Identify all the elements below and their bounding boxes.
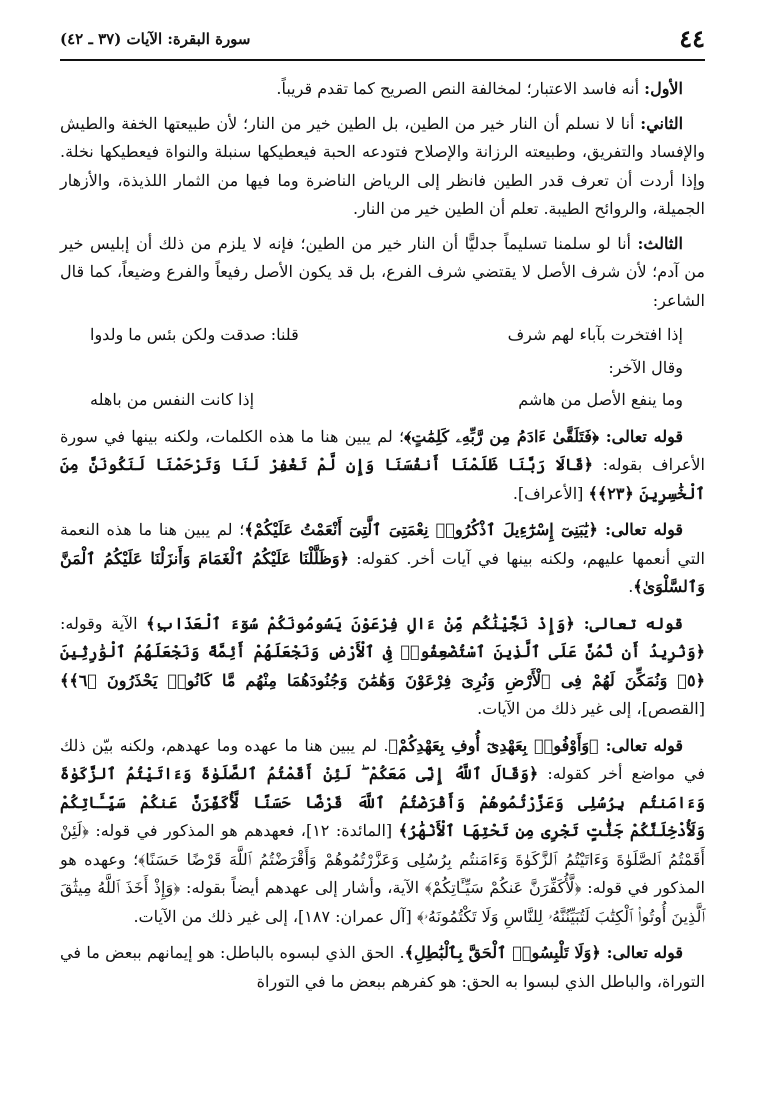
section-text: . الحق الذي لبسوه بالباطل: هو إيمانهم ببعض ما في التوراة، والباطل الذي لبسوا به الحق: هو كفرهم ببعض ما في التوراة [60, 943, 705, 991]
poem-hemistich: إذا افتخرت بآباء لهم شرف [507, 325, 683, 344]
section-lead: قوله تعالى: [605, 426, 683, 446]
quran-verse: ﴿يَٰبَنِىٓ إِسْرَٰٓءِيلَ ٱذْكُرُوا۟ نِعْمَتِىَ ٱلَّتِىٓ أَنْعَمْتُ عَلَيْكُمْ﴾ [244, 520, 606, 539]
section-lead: قوله تعالى: [606, 943, 683, 962]
quran-verse: ﴿قَالَا رَبَّنَا ظَلَمْنَا أَنفُسَنَا وَإِن لَّمْ تَغْفِرْ لَنَا وَتَرْحَمْنَا لَنَكُونَنَّ مِنَ ٱلْخَٰسِرِينَ ﴿٢٣﴾﴾ [60, 455, 705, 503]
paragraph-lead: الأول: [644, 79, 683, 98]
paragraph-lead: الثاني: [640, 113, 684, 133]
poem-line-2 [90, 386, 683, 415]
poem-hemistich: قلنا: صدقت ولكن بئس ما ولدوا [90, 325, 299, 344]
paragraph-text: أنا لا نسلم أن النار خير من الطين، بل الطين خير من النار؛ لأن طبيعتها الخفة والطيش والإفساد والتفريق، وطبيعته الرزانة والإصلاح فتودعه الحبة فيعطيكها سنبلة والنواة فيعطيكها نخلة. وإذا أردت أن تعرف قدر الطين فانظر إلى الرياض الناضرة وما فيها من الثمار اللذيذة، والأزهار الجميلة، والروائح الطيبة. تعلم أن الطين خير من النار. [60, 113, 706, 218]
section-text: . لم يبين هنا ما عهده وما عهدهم، ولكنه بيّن ذلك في مواضع أخر كقوله: [60, 735, 706, 783]
page-number: ٤٤ [679, 24, 705, 53]
poem-hemistich: إذا كانت النفس من باهله [90, 390, 255, 409]
section-text: [المائدة: ١٢]، فعهدهم هو المذكور في قوله: ﴿لَئِنْ أَقَمْتُمُ ٱلصَّلَوٰةَ وَءَاتَيْتُمُ ٱلزَّكَوٰةَ وَءَامَنتُم بِرُسُلِى وَعَزَّرْتُمُوهُمْ وَأَقْرَضْتُمُ ٱللَّهَ قَرْضًا حَسَنًا﴾؛ وعهده هو المذكور في قوله: ﴿لَّأُكَفِّرَنَّ عَنكُمْ سَيِّـَٔاتِكُمْ﴾ الآية، وأشار إلى عهدهم أيضاً بقوله: ﴿وَإِذْ أَخَذَ ٱللَّهُ مِيثَٰقَ ٱلَّذِينَ أُوتُوا۟ ٱلْكِتَٰبَ لَتُبَيِّنُنَّهُۥ لِلنَّاسِ وَلَا تَكْتُمُونَهُۥ﴾ [آل عمران: ١٨٧]، إلى غير ذلك من الآيات. [60, 821, 705, 926]
paragraph-text: أنه فاسد الاعتبار؛ لمخالفة النص الصريح كما تقدم قريباً. [276, 79, 645, 98]
quran-verse: ﴿وَظَلَّلْنَا عَلَيْكُمُ ٱلْغَمَامَ وَأَنزَلْنَا عَلَيْكُمُ ٱلْمَنَّ وَٱلسَّلْوَىٰ﴾ [60, 548, 705, 596]
commentary-section-1 [60, 423, 705, 509]
paragraph-first [60, 75, 705, 104]
paragraph-third [60, 230, 705, 316]
poem-label: وقال الآخر: [608, 357, 683, 377]
section-text: ؛ لم يبين هنا ما هذه الكلمات، ولكنه بينها في سورة الأعراف بقوله: [60, 426, 705, 474]
commentary-section-4 [60, 732, 705, 932]
paragraph-lead: الثالث: [637, 233, 683, 253]
quran-verse: ﴿وَأَوْفُوا۟ بِعَهْدِىٓ أُوفِ بِعَهْدِكُمْ﴾ [388, 735, 606, 755]
commentary-section-5 [60, 939, 705, 996]
quran-verse: ﴿وَإِذْ نَجَّيْنَٰكُم مِّنْ ءَالِ فِرْعَوْنَ يَسُومُونَكُمْ سُوٓءَ ٱلْعَذَابِ﴾ [146, 613, 584, 633]
section-text: الآية وقوله: [60, 613, 147, 633]
section-text: . [628, 577, 634, 596]
paragraph-second [60, 110, 705, 224]
quran-verse: ﴿وَلَا تَلْبِسُوا۟ ٱلْحَقَّ بِٱلْبَٰطِلِ﴾ [404, 943, 607, 962]
paragraph-text: أنا لو سلمنا تسليماً جدليًّا أن النار خير من الطين؛ فإنه لا يلزم من ذلك أن إبليس خير من آدم؛ لأن شرف الأصل لا يقتضي شرف الفرع، بل قد يكون الأصل رفيعاً والفرع وضيعاً، كما قال الشاعر: [60, 233, 705, 310]
section-text: ؛ لم يبين هنا ما هذه النعمة التي أنعمها عليهم، ولكنه بينها في آيات أخر. كقوله: [60, 520, 706, 568]
page-header [60, 24, 705, 61]
section-lead: قوله تعالى: [605, 520, 683, 539]
poem-line-1 [90, 321, 683, 350]
commentary-section-2 [60, 516, 705, 602]
section-lead: قوله تعالى: [605, 735, 684, 755]
commentary-section-3 [60, 610, 705, 724]
poem-hemistich: وما ينفع الأصل من هاشم [518, 390, 683, 409]
section-text: [القصص]، إلى غير ذلك من الآيات. [477, 699, 705, 718]
section-lead: قوله تعالى: [583, 613, 684, 633]
section-text: [الأعراف]. [512, 483, 589, 503]
quran-verse: ﴿وَقَالَ ٱللَّهُ إِنِّى مَعَكُمْ ۖ لَئِنْ أَقَمْتُمُ ٱلصَّلَوٰةَ وَءَاتَيْتُمُ ٱلزَّكَوٰةَ وَءَامَنتُم بِرُسُلِى وَعَزَّرْتُمُوهُمْ وَأَقْرَضْتُمُ ٱللَّهَ قَرْضًا حَسَنًا لَّأُكَفِّرَنَّ عَنكُمْ سَيِّـَٔاتِكُمْ وَلَأُدْخِلَنَّكُمْ جَنَّٰتٍ تَجْرِى مِن تَحْتِهَا ٱلْأَنْهَٰرُ﴾ [60, 764, 705, 840]
quran-verse: ﴿وَنُرِيدُ أَن نَّمُنَّ عَلَى ٱلَّذِينَ ٱسْتُضْعِفُوا۟ فِى ٱلْأَرْضِ وَنَجْعَلَهُمْ أَئِمَّةً وَنَجْعَلَهُمُ ٱلْوَٰرِثِينَ ﴿٥﴾ وَنُمَكِّنَ لَهُمْ فِى ٱلْأَرْضِ وَنُرِىَ فِرْعَوْنَ وَهَٰمَٰنَ وَجُنُودَهُمَا مِنْهُم مَّا كَانُوا۟ يَحْذَرُونَ ﴿٦﴾﴾ [60, 642, 705, 690]
running-title: سورة البقرة: الآيات (٣٧ ـ ٤٢) [60, 29, 251, 48]
quran-verse: ﴿فَتَلَقَّىٰ ءَادَمُ مِن رَّبِّهِۦ كَلِمَٰتٍ﴾ [404, 426, 606, 446]
